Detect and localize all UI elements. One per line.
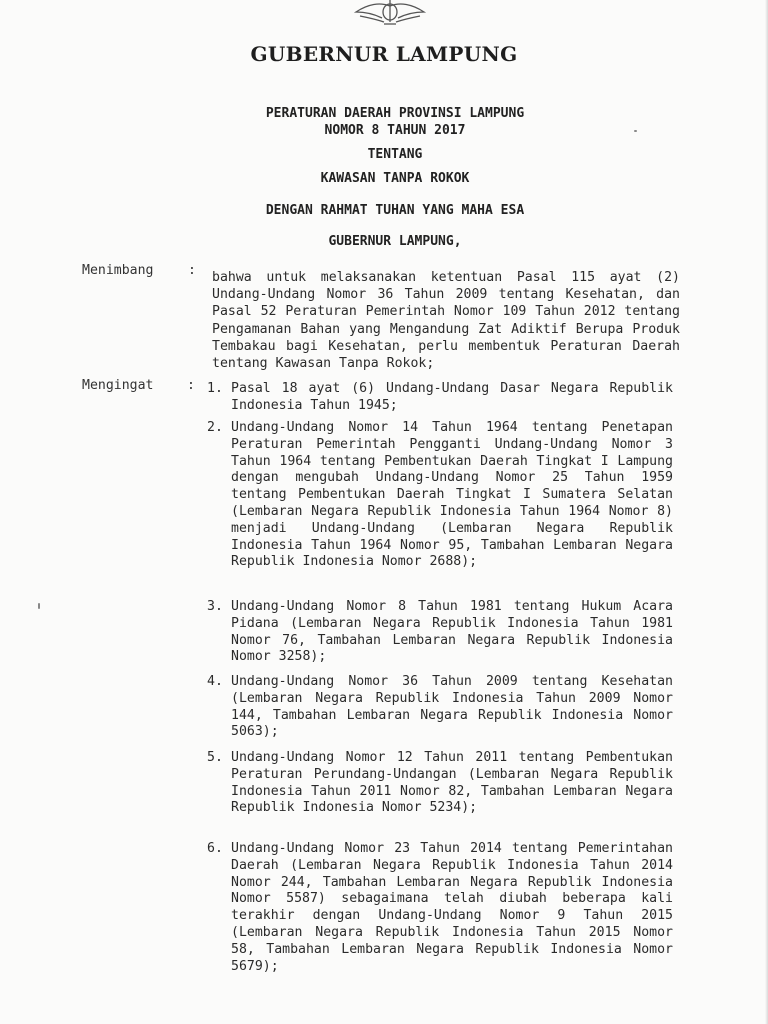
menimbang-text: bahwa untuk melaksanakan ketentuan Pasal 115 ayat (2) Undang-Undang Nomor 36 Tahun 2009 tentang Kesehatan, dan Pasal 52 Peraturan Pemerintah Nomor 109 Tahun 2012 tentang Pengamanan Bahan yang Mengandung Zat Adiktif Berupa Produk Tembakau bagi Kesehatan, perlu membentuk Peraturan Daerah tentang Kawasan Tanpa Rokok; — [212, 270, 680, 372]
invocation-line: DENGAN RAHMAT TUHAN YANG MAHA ESA — [265, 203, 525, 218]
tentang-heading: TENTANG — [367, 147, 423, 162]
garuda-emblem-icon — [350, 0, 430, 28]
list-item-text: Undang-Undang Nomor 14 Tahun 1964 tentang Penetapan Peraturan Pemerintah Pengganti Undang-Undang Nomor 3 Tahun 1964 tentang Pembentukan Daerah Tingkat I Lampung dengan mengubah Undang-Undang Nomor 25 Tahun 1959 tentang Pembentukan Daerah Tingkat I Sumatera Selatan (Lembaran Negara Republik Indonesia Tahun 1964 Nomor 8) menjadi Undang-Undang (Lembaran Negara Republik Indonesia Tahun 1964 Nomor 95, Tambahan Lembaran Negara Republik Indonesia Nomor 2688); — [231, 420, 673, 570]
list-item-text: Pasal 18 ayat (6) Undang-Undang Dasar Negara Republik Indonesia Tahun 1945; — [231, 381, 673, 413]
governor-signatory-line: GUBERNUR LAMPUNG, — [328, 234, 462, 249]
list-item-number: 5. — [207, 750, 223, 765]
regulation-title-line1: PERATURAN DAERAH PROVINSI LAMPUNG — [265, 106, 525, 121]
list-item-number: 1. — [207, 381, 223, 396]
list-item-number: 6. — [207, 841, 223, 856]
list-item-text: Undang-Undang Nomor 8 Tahun 1981 tentang Hukum Acara Pidana (Lembaran Negara Republik Indonesia Tahun 1981 Nomor 76, Tambahan Lembaran Negara Republik Indonesia Nomor 3258); — [231, 599, 673, 665]
governor-title: GUBERNUR LAMPUNG — [250, 42, 518, 66]
list-item-text: Undang-Undang Nomor 23 Tahun 2014 tentang Pemerintahan Daerah (Lembaran Negara Republik Indonesia Tahun 2014 Nomor 244, Tambahan Lembaran Negara Republik Indonesia Nomor 5587) sebagaimana telah diubah beberapa kali terakhir dengan Undang-Undang Nomor 9 Tahun 2015 (Lembaran Negara Republik Indonesia Tahun 2015 Nomor 58, Tambahan Lembaran Negara Republik Indonesia Nomor 5679); — [231, 841, 673, 974]
list-item-text: Undang-Undang Nomor 12 Tahun 2011 tentang Pembentukan Peraturan Perundang-Undangan (Lembaran Negara Republik Indonesia Tahun 2011 Nomor 82, Tambahan Lembaran Negara Republik Indonesia Nomor 5234); — [231, 750, 673, 816]
mengingat-label: Mengingat — [82, 378, 154, 393]
subject-heading: KAWASAN TANPA ROKOK — [320, 171, 470, 186]
mengingat-colon: : — [187, 378, 195, 393]
list-item-text: Undang-Undang Nomor 36 Tahun 2009 tentang Kesehatan (Lembaran Negara Republik Indonesia Tahun 2009 Nomor 144, Tambahan Lembaran Negara Republik Indonesia Nomor 5063); — [231, 674, 673, 740]
menimbang-label: Menimbang — [82, 263, 154, 278]
list-item-number: 3. — [207, 599, 223, 614]
regulation-title-line2: NOMOR 8 TAHUN 2017 — [324, 123, 466, 138]
list-item-number: 4. — [207, 674, 223, 689]
menimbang-colon: : — [188, 263, 196, 278]
list-item-number: 2. — [207, 420, 223, 435]
scan-speck — [634, 130, 637, 132]
scan-speck — [38, 603, 40, 609]
